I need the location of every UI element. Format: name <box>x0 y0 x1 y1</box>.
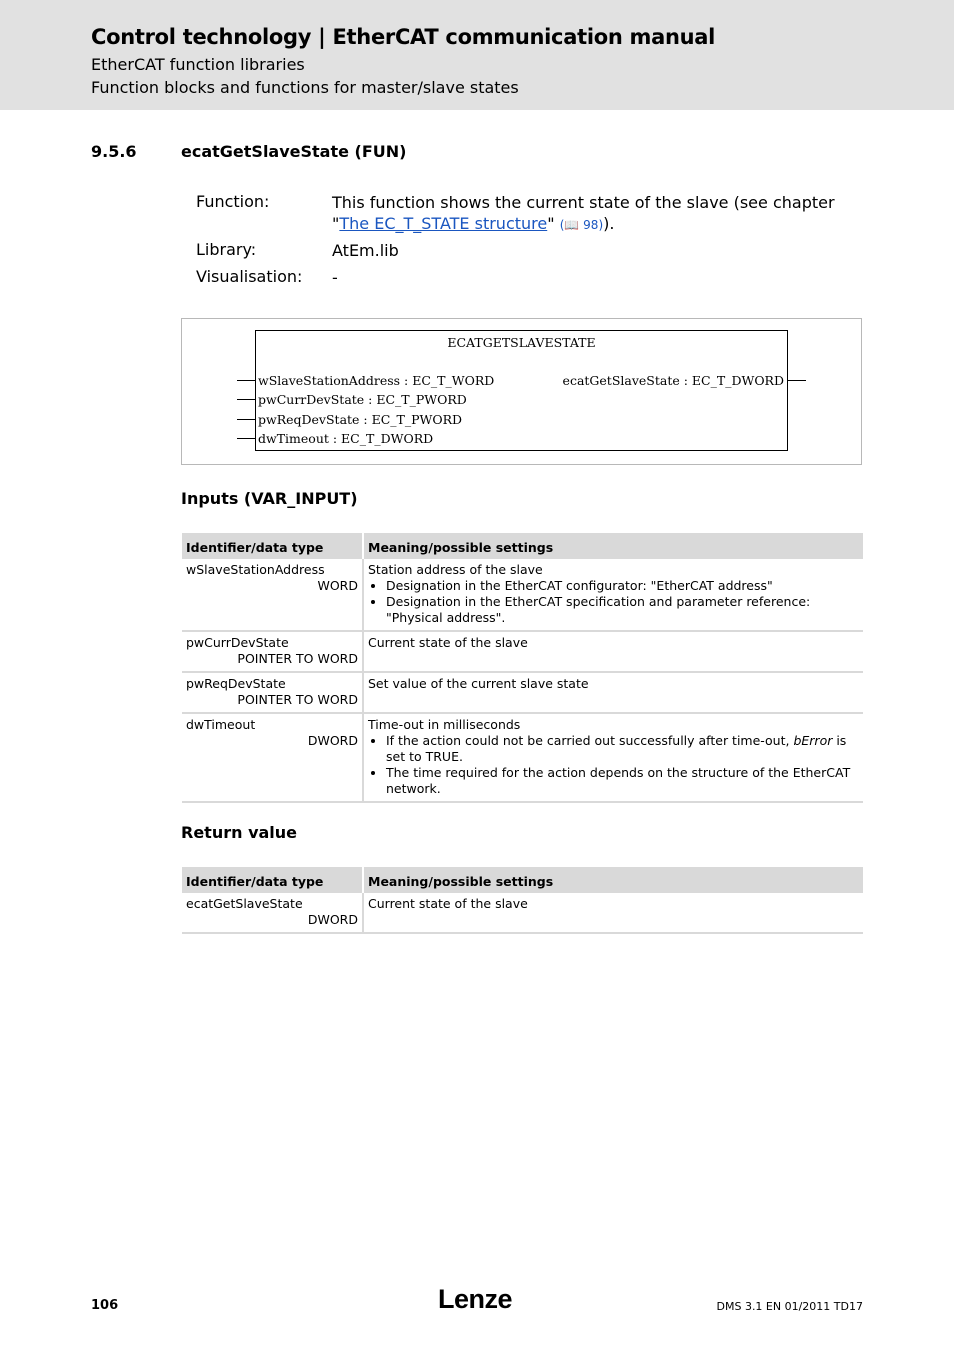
data-type: POINTER TO WORD <box>237 651 358 666</box>
meaning-text: Time-out in milliseconds <box>368 717 521 732</box>
identifier: pwReqDevState <box>186 676 286 691</box>
meaning-cell: Current state of the slave <box>363 631 863 672</box>
page-reference-number: 98 <box>583 218 599 232</box>
table-row <box>182 631 863 672</box>
output-pin-label: ecatGetSlaveState : EC_T_DWORD <box>562 373 784 388</box>
function-description <box>332 192 872 236</box>
manual-title: Control technology | EtherCAT communication manual <box>91 25 716 49</box>
section-number: 9.5.6 <box>91 142 137 161</box>
meaning-cell: Current state of the slave <box>363 893 863 933</box>
meaning-cell <box>363 559 863 631</box>
data-type: POINTER TO WORD <box>237 692 358 707</box>
bullet-item: • Designation in the EtherCAT configurator: "EtherCAT address" <box>386 578 859 594</box>
output-pin-line <box>788 380 806 381</box>
table-row <box>182 893 863 933</box>
library-value: AtEm.lib <box>332 241 399 260</box>
column-header: Identifier/data type <box>182 533 363 559</box>
identifier: pwCurrDevState <box>186 635 289 650</box>
function-label: Function: <box>196 192 270 211</box>
identifier-cell <box>182 559 363 631</box>
table-row <box>182 559 863 631</box>
input-pin-line <box>237 419 255 420</box>
berror-variable: bError <box>793 733 833 748</box>
function-block-name: ECATGETSLAVESTATE <box>447 335 596 350</box>
page-number: 106 <box>91 1298 119 1313</box>
bullet-item: • The time required for the action depends on the structure of the EtherCAT network. <box>386 765 859 797</box>
identifier-cell <box>182 631 363 672</box>
subchapter-title: Function blocks and functions for master/slave states <box>91 78 519 97</box>
table-row <box>182 672 863 713</box>
input-pin-label: pwReqDevState : EC_T_PWORD <box>258 412 463 427</box>
bullet-list <box>368 733 859 797</box>
column-header: Identifier/data type <box>182 867 363 893</box>
identifier-cell <box>182 672 363 713</box>
function-end: ). <box>603 214 615 233</box>
table-row <box>182 713 863 802</box>
page-header <box>0 0 954 110</box>
identifier: dwTimeout <box>186 717 256 732</box>
section-title: ecatGetSlaveState (FUN) <box>181 142 407 161</box>
inputs-heading: Inputs (VAR_INPUT) <box>181 489 358 508</box>
bullet-text: is set to TRUE. <box>386 733 847 764</box>
bullet-text: If the action could not be carried out successfully after time-out, <box>386 733 794 748</box>
inputs-table <box>182 533 863 803</box>
identifier-cell <box>182 713 363 802</box>
column-header: Meaning/possible settings <box>363 867 863 893</box>
identifier: ecatGetSlaveState <box>186 896 303 911</box>
identifier: wSlaveStationAddress <box>186 562 325 577</box>
function-after-link: " <box>547 214 560 233</box>
column-header: Meaning/possible settings <box>363 533 863 559</box>
data-type: WORD <box>317 578 358 593</box>
input-pin-label: pwCurrDevState : EC_T_PWORD <box>258 392 467 407</box>
data-type: DWORD <box>307 733 358 748</box>
input-pin-line <box>237 380 255 381</box>
chapter-title: EtherCAT function libraries <box>91 55 305 74</box>
visualisation-value: - <box>332 268 338 287</box>
page-reference[interactable]: (📖 98) <box>559 218 604 232</box>
meaning-cell: Set value of the current slave state <box>363 672 863 713</box>
input-pin-label: wSlaveStationAddress : EC_T_WORD <box>258 373 495 388</box>
input-pin-label: dwTimeout : EC_T_DWORD <box>258 431 434 446</box>
document-id: DMS 3.1 EN 01/2011 TD17 <box>716 1300 863 1313</box>
function-text: This function shows the current state of the slave (see chapter " <box>332 193 835 233</box>
input-pin-line <box>237 438 255 439</box>
meaning-cell <box>363 713 863 802</box>
table-header-row <box>182 533 863 559</box>
input-pin-line <box>237 399 255 400</box>
bullet-item: • Designation in the EtherCAT specification and parameter reference: "Physical address". <box>386 594 859 626</box>
lenze-logo: Lenze <box>438 1284 513 1314</box>
return-value-heading: Return value <box>181 823 298 842</box>
data-type: DWORD <box>307 912 358 927</box>
meaning-text: Station address of the slave <box>368 562 543 577</box>
table-header-row <box>182 867 863 893</box>
return-value-table <box>182 867 863 934</box>
visualisation-label: Visualisation: <box>196 267 303 286</box>
bullet-item <box>386 733 859 765</box>
book-icon: 📖 <box>564 218 580 232</box>
identifier-cell <box>182 893 363 933</box>
library-label: Library: <box>196 240 257 259</box>
bullet-list <box>368 578 859 626</box>
function-block <box>255 330 788 451</box>
ec-t-state-structure-link[interactable]: The EC_T_STATE structure <box>339 214 548 233</box>
